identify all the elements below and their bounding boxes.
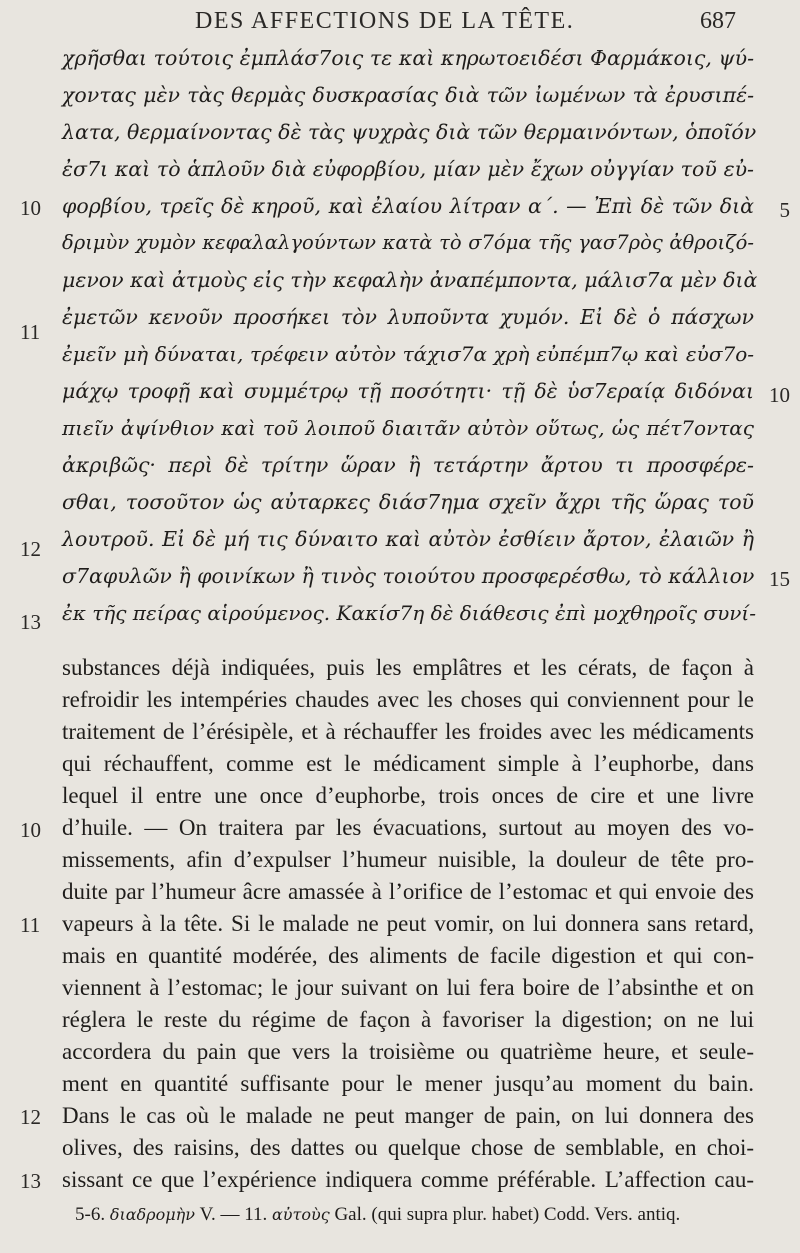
greek-line: ἐκ τῆς πείρας αἱρούμενος. Κακίσ7η δὲ διάθεσις ἐπὶ μοχθηροῖς συνί- — [62, 601, 756, 625]
french-line: substances déjà indiquées, puis les emplâtres et les cérats, de façon à — [62, 655, 754, 680]
footnote-greek-variant: διαδρομὴν — [109, 1205, 195, 1224]
french-line: vapeurs à la tête. Si le malade ne peut vomir, on lui donnera sans retard, — [62, 911, 754, 936]
greek-margin-number: 13 — [20, 610, 41, 634]
french-margin-number: 13 — [20, 1169, 41, 1193]
french-line: sissant ce que l’expérience indiquera comme préférable. L’affection cau- — [62, 1167, 754, 1192]
french-line: accordera du pain que vers la troisième ou quatrième heure, et seule- — [62, 1039, 754, 1064]
page-number: 687 — [700, 8, 736, 34]
french-line: qui réchauffent, comme est le médicament simple à l’euphorbe, dans — [62, 751, 754, 776]
french-line: olives, des raisins, des dattes ou quelque chose de semblable, en choi- — [62, 1135, 754, 1160]
footnote-ref: 5-6. — [75, 1204, 106, 1225]
running-head — [0, 6, 800, 36]
greek-line: χρῆσθαι τούτοις ἐμπλάσ7οις τε καὶ κηρωτοειδέσι Φαρμάκοις, ψύ- — [62, 46, 754, 70]
greek-line: ἐμετῶν κενοῦν προσήκει τὸν λυποῦντα χυμόν. Εἰ δὲ ὁ πάσχων — [62, 305, 754, 329]
greek-line: σθαι, τοσοῦτον ὡς αὐταρκες διάσ7ημα σχεῖν ἄχρι τῆς ὥρας τοῦ — [62, 490, 754, 514]
greek-line: φορβίου, τρεῖς δὲ κηροῦ, καὶ ἐλαίου λίτραν α΄. — Ἐπὶ δὲ τῶν διὰ — [62, 194, 754, 218]
greek-margin-number: 11 — [20, 320, 41, 344]
french-line: lequel il entre une once d’euphorbe, trois onces de cire et une livre — [62, 783, 754, 808]
greek-line-count: 5 — [779, 198, 790, 222]
greek-line: ἀκριβῶς· περὶ δὲ τρίτην ὥραν ἢ τετάρτην ἄρτου τι προσφέρε- — [62, 453, 754, 477]
greek-line: μενον καὶ ἀτμοὺς εἰς τὴν κεφαλὴν ἀναπέμποντα, μάλισ7α μὲν διὰ — [62, 268, 758, 292]
greek-line-count: 15 — [769, 567, 790, 591]
footnote-text: V. — 11. — [199, 1204, 268, 1225]
greek-line: ἐμεῖν μὴ δύναται, τρέφειν αὐτὸν τάχισ7α χρὴ εὐπέμπ7ῳ καὶ εὐσ7ο- — [62, 342, 754, 366]
french-margin-number: 11 — [20, 913, 41, 937]
french-line: viennent à l’estomac; le jour suivant on lui fera boire de l’absinthe et on — [62, 975, 754, 1000]
french-line: Dans le cas où le malade ne peut manger de pain, on lui donnera des — [62, 1103, 754, 1128]
french-line: ment en quantité suffisante pour le mener jusqu’au moment du bain. — [62, 1071, 754, 1096]
french-line: duite par l’humeur âcre amassée à l’orifice de l’estomac et qui envoie des — [62, 879, 754, 904]
running-title: DES AFFECTIONS DE LA TÊTE. — [195, 8, 575, 34]
french-line: missements, afin d’expulser l’humeur nuisible, la douleur de tête pro- — [62, 847, 754, 872]
greek-line: λατα, θερμαίνοντας δὲ τὰς ψυχρὰς διὰ τῶν θερμαινόντων, ὁποῖόν — [62, 120, 757, 144]
greek-line: σ7αφυλῶν ἢ φοινίκων ἢ τινὸς τοιούτου προσφερέσθω, τὸ κάλλιον — [62, 564, 755, 588]
french-line: réglera le reste du régime de façon à favoriser la digestion; on ne lui — [62, 1007, 754, 1032]
greek-line: λουτροῦ. Εἰ δὲ μή τις δύναιτο καὶ αὐτὸν ἐσθίειν ἄρτον, ἐλαιῶν ἢ — [62, 527, 754, 551]
greek-margin-number: 12 — [20, 537, 41, 561]
greek-margin-number: 10 — [20, 196, 41, 220]
french-line: mais en quantité modérée, des aliments de facile digestion et qui con- — [62, 943, 754, 968]
french-line: refroidir les intempéries chaudes avec les choses qui conviennent pour le — [62, 687, 754, 712]
french-margin-number: 12 — [20, 1105, 41, 1129]
greek-line: ἐσ7ι καὶ τὸ ἁπλοῦν διὰ εὐφορβίου, μίαν μὲν ἔχων οὐγγίαν τοῦ εὐ- — [62, 157, 754, 181]
french-line: d’huile. — On traitera par les évacuations, surtout au moyen des vo- — [62, 815, 754, 840]
greek-line: χοντας μὲν τὰς θερμὰς δυσκρασίας διὰ τῶν ἰωμένων τὰ ἐρυσιπέ- — [62, 83, 754, 107]
greek-line: δριμὺν χυμὸν κεφαλαλγούντων κατὰ τὸ σ7όμα τῆς γασ7ρὸς ἀθροιζό- — [62, 231, 754, 254]
french-line: traitement de l’érésipèle, et à réchauffer les froides avec les médicaments — [62, 719, 754, 744]
french-margin-number: 10 — [20, 818, 41, 842]
greek-line: πιεῖν ἀψίνθιον καὶ τοῦ λοιποῦ διαιτᾶν αὐτὸν οὕτως, ὡς πέτ7οντας — [62, 416, 754, 440]
greek-line-count: 10 — [769, 383, 790, 407]
greek-line: μάχῳ τροφῇ καὶ συμμέτρῳ τῇ ποσότητι· τῇ δὲ ὑσ7εραίᾳ διδόναι — [62, 379, 754, 403]
footnote-greek-variant: αὐτοὺς — [272, 1205, 330, 1224]
critical-apparatus-footnote — [75, 1204, 765, 1226]
footnote-text: Gal. (qui supra plur. habet) Codd. Vers. antiq. — [334, 1204, 681, 1225]
